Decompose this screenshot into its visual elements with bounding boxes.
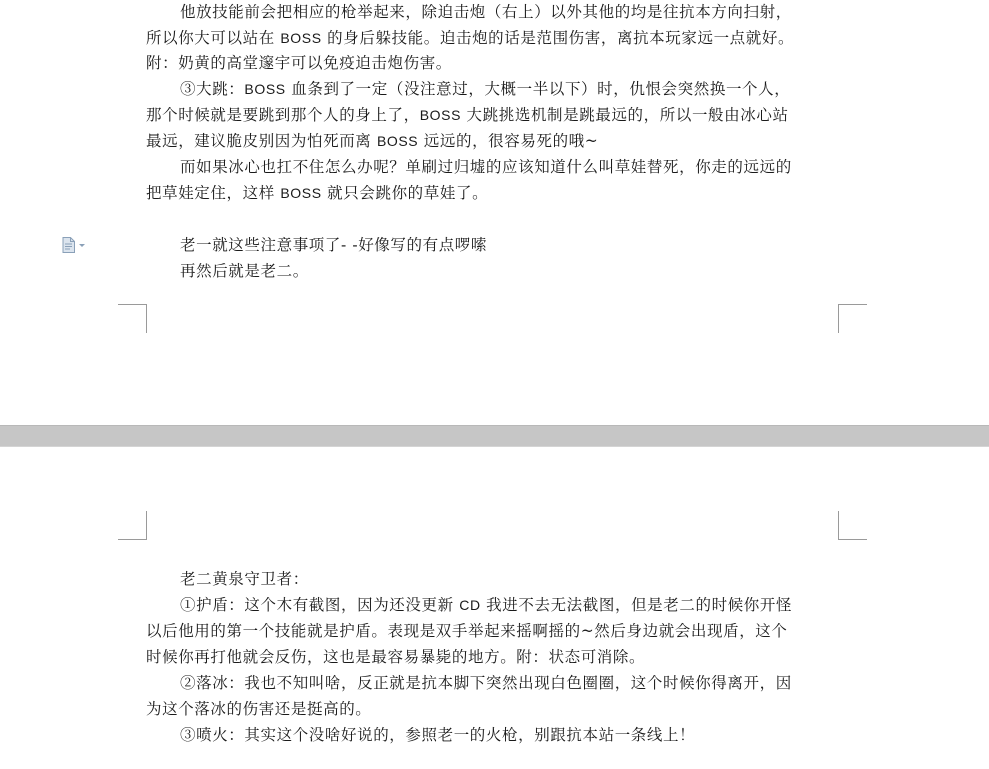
text-line: ②落冰：我也不知叫啥，反正就是抗本脚下突然出现白色圈圈，这个时候你得离开，因 [180,674,792,692]
text-line: 老二黄泉守卫者： [180,570,309,588]
page-corner-mark [118,511,147,540]
page-corner-mark [118,304,147,333]
text-line: 所以你大可以站在 BOSS 的身后躲技能。迫击炮的话是范围伤害，离抗本玩家远一点就好。 [146,29,795,47]
page-corner-mark [838,304,867,333]
text-line: ③喷火：其实这个没啥好说的，参照老一的火枪，别跟抗本站一条线上！ [180,726,696,744]
text-line: 最远，建议脆皮别因为怕死而离 BOSS 远远的，很容易死的哦~ [146,132,599,150]
text-line: 以后他用的第一个技能就是护盾。表现是双手举起来摇啊摇的~然后身边就会出现盾，这个 [146,622,788,640]
text-line: 老一就这些注意事项了- -好像写的有点啰嗦 [180,236,488,254]
text-line: 那个时候就是要跳到那个人的身上了，BOSS 大跳挑选机制是跳最远的，所以一般由冰心站 [146,106,789,124]
chevron-down-icon [79,244,85,247]
text-line: 把草娃定住，这样 BOSS 就只会跳你的草娃了。 [146,184,489,202]
page-separator [0,425,989,447]
paragraph-menu-button[interactable] [62,236,96,254]
text-line: 而如果冰心也扛不住怎么办呢？单刷过归墟的应该知道什么叫草娃替死，你走的远远的 [180,158,792,176]
text-line: ③大跳：BOSS 血条到了一定（没注意过，大概一半以下）时，仇恨会突然换一个人， [180,80,791,98]
text-line: ①护盾：这个木有截图，因为还没更新 CD 我进不去无法截图，但是老二的时候你开怪 [180,596,793,614]
text-line: 时候你再打他就会反伤，这也是最容易暴毙的地方。附：状态可消除。 [146,648,646,666]
document-page-2 [0,447,989,769]
text-line: 为这个落冰的伤害还是挺高的。 [146,700,372,718]
text-line: 再然后就是老二。 [180,262,309,280]
document-paragraph-icon [62,237,75,253]
page-corner-mark [838,511,867,540]
text-line: 附：奶黄的高堂邃宇可以免疫迫击炮伤害。 [146,54,452,72]
text-line: 他放技能前会把相应的枪举起来，除迫击炮（右上）以外其他的均是往抗本方向扫射， [180,3,792,21]
